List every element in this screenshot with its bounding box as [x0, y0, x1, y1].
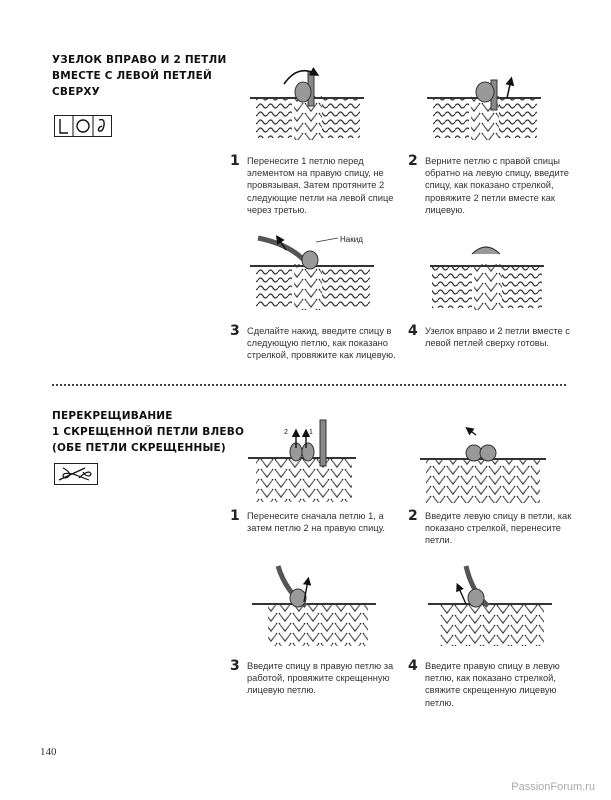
section-title-line: ВМЕСТЕ С ЛЕВОЙ ПЕТЛЕЙ	[52, 70, 212, 82]
loop-label-1: 1	[309, 429, 313, 436]
section-title-line: СВЕРХУ	[52, 86, 100, 98]
step-text: Перенесите 1 петлю перед элементом на правую спицу, не провязывая. Затем протяните 2 следующие петли на левой спице через третью.	[247, 156, 394, 215]
step-text: Сделайте накид, введите спицу в следующую петлю, как показано стрелкой, провяжите как лицевую.	[247, 326, 396, 361]
illustration-cross-step-1	[246, 418, 358, 504]
illustration-cross-step-4	[426, 564, 554, 648]
step-number: 1	[230, 153, 240, 169]
illustration-label-nakid: Накид	[340, 235, 363, 244]
step-number: 3	[230, 658, 240, 674]
step-text: Перенесите сначала петлю 1, а затем петлю 2 на правую спицу.	[247, 511, 385, 534]
step-number: 2	[408, 153, 418, 169]
page-number: 140	[40, 746, 57, 758]
step-number: 1	[230, 508, 240, 524]
section-title-cross-left	[52, 408, 244, 456]
section-title-line: УЗЕЛОК ВПРАВО И 2 ПЕТЛИ	[52, 54, 227, 66]
step-text: Введите левую спицу в петли, как показано стрелкой, перенесите петли.	[425, 511, 572, 546]
section-title-line: (ОБЕ ПЕТЛИ СКРЕЩЕННЫЕ)	[52, 442, 226, 454]
knot-right-symbol-icon	[54, 115, 112, 137]
watermark: PassionForum.ru	[511, 781, 595, 793]
step-text: Узелок вправо и 2 петли вместе с левой петлей сверху готовы.	[425, 326, 570, 349]
step-text: Верните петлю с правой спицы обратно на левую спицу, введите спицу, как показано стрелкой, провяжите 2 петли вместе как лицевую.	[425, 156, 569, 215]
section-title-knot-right	[52, 52, 226, 100]
loop-label-2: 2	[284, 429, 288, 436]
illustration-knot-step-2	[425, 62, 543, 142]
section-title-line: ПЕРЕКРЕЩИВАНИЕ	[52, 410, 173, 422]
step-text: Введите правую спицу в левую петлю, как показано стрелкой, свяжите скрещенную лицевую петлю.	[425, 661, 560, 708]
section-title-line: 1 СКРЕЩЕННОЙ ПЕТЛИ ВЛЕВО	[52, 426, 245, 438]
step-text: Введите спицу в правую петлю за работой, провяжите скрещенную лицевую петлю.	[247, 661, 394, 696]
illustration-cross-step-2	[418, 425, 548, 505]
illustration-knot-step-3	[248, 228, 378, 312]
step-number: 4	[408, 658, 418, 674]
illustration-cross-step-3	[250, 562, 378, 648]
illustration-knot-step-4	[428, 232, 546, 312]
cross-left-symbol-icon	[54, 463, 98, 485]
step-number: 4	[408, 323, 418, 339]
illustration-knot-step-1	[248, 62, 366, 142]
section-divider	[52, 384, 566, 386]
step-number: 3	[230, 323, 240, 339]
step-number: 2	[408, 508, 418, 524]
